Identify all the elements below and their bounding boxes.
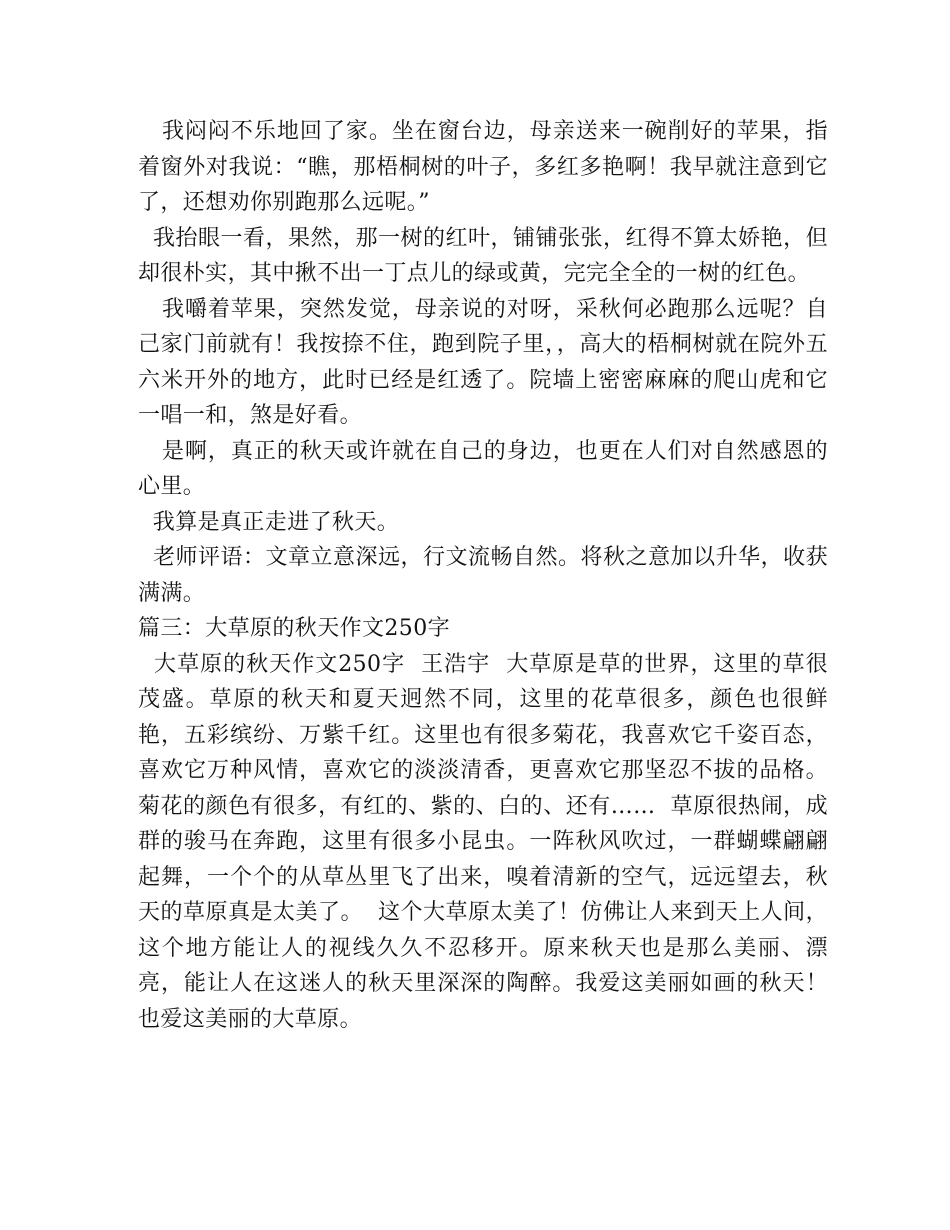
- paragraph-teacher-comment: 老师评语：文章立意深远，行文流畅自然。将秋之意加以升华，收获满满。: [138, 545, 828, 606]
- paragraph-entered-autumn: 我算是真正走进了秋天。: [138, 509, 400, 535]
- paragraph-wutong-tree: 我嚼着苹果，突然发觉，母亲说的对呀，采秋何必跑那么远呢？自己家门前就有！我按捺不住，跑到院子里，，高大的梧桐树就在院外五六米开外的地方，此时已经是红透了。院墙上密密麻麻的爬山虎和它一唱一和，煞是好看。: [138, 296, 828, 428]
- paragraph-red-leaves: 我抬眼一看，果然，那一树的红叶，铺铺张张，红得不算太娇艳，但却很朴实，其中揪不出一丁点儿的绿或黄，完完全全的一树的红色。: [138, 225, 828, 286]
- section-heading-part-three: 篇三：大草原的秋天作文250字: [138, 616, 450, 641]
- paragraph-mother-apple: 我闷闷不乐地回了家。坐在窗台边，母亲送来一碗削好的苹果，指着窗外对我说：“瞧，那梧桐树的叶子，多红多艳啊！我早就注意到它了，还想劝你别跑那么远呢。”: [138, 119, 828, 215]
- paragraph-true-autumn: 是啊，真正的秋天或许就在自己的身边，也更在人们对自然感恩的心里。: [138, 438, 828, 499]
- paragraph-grassland-essay: 大草原的秋天作文250字 王浩宇 大草原是草的世界，这里的草很茂盛。草原的秋天和夏天迥然不同，这里的花草很多，颜色也很鲜艳，五彩缤纷、万紫千红。这里也有很多菊花，我喜欢它千姿百态，喜欢它万种风情，喜欢它的淡淡清香，更喜欢它那坚忍不拔的品格。菊花的颜色有很多，有红的、紫的、白的、还有…… 草原很热闹，成群的骏马在奔跑，这里有很多小昆虫。一阵秋风吹过，一群蝴蝶翩翩起舞，一个个的从草丛里飞了出来，嗅着清新的空气，远远望去，秋天的草原真是太美了。 这个大草原太美了！仿佛让人来到天上人间，这个地方能让人的视线久久不忍移开。原来秋天也是那么美丽、漂亮，能让人在这迷人的秋天里深深的陶醉。我爱这美丽如画的秋天！也爱这美丽的大草原。: [138, 651, 828, 1032]
- document-page: [138, 114, 828, 1037]
